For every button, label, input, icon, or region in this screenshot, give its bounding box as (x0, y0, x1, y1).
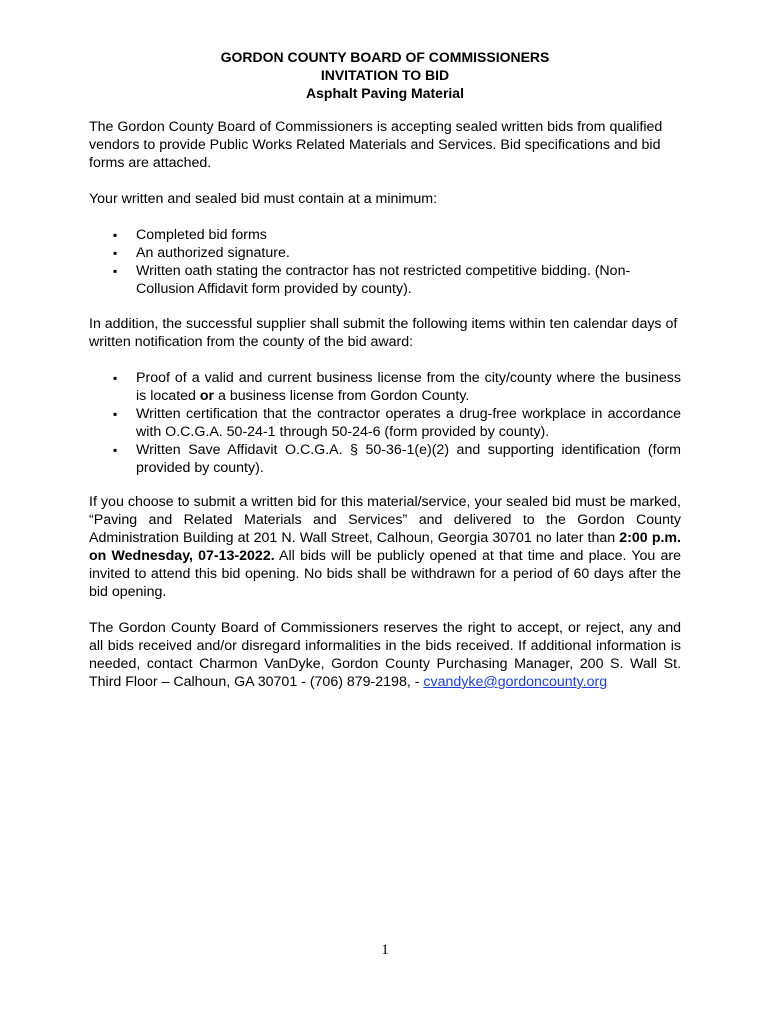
award-requirements-list (89, 369, 681, 477)
minimum-requirements-heading: Your written and sealed bid must contain at a minimum: (89, 191, 438, 207)
list-item (89, 405, 681, 441)
contact-email-link[interactable]: cvandyke@gordoncounty.org (423, 674, 608, 690)
bullet-icon: ▪ (113, 407, 118, 421)
list-item (89, 226, 681, 244)
header-organization: GORDON COUNTY BOARD OF COMMISSIONERS (220, 49, 550, 65)
minimum-requirements-list (89, 226, 681, 298)
rights-paragraph: The Gordon County Board of Commissioners reserves the right to accept, or reject, any and all bids received and/or disregard informalities in the bids received. If additional information is needed, contact Charmon VanDyke, Gordon County Purchasing Manager, 200 S. Wall St. Third Floor – Calhoun, GA 30701 - (706) 879-2198, - cvandyke@gordoncounty.org (89, 620, 681, 690)
list-item-text: An authorized signature. (136, 245, 290, 261)
addition-paragraph: In addition, the successful supplier shall submit the following items within ten calendar days of written notification from the county of the bid award: (89, 316, 678, 350)
list-item-text: Written oath stating the contractor has not restricted competitive bidding. (Non-Collusion Affidavit form provided by county). (136, 263, 631, 297)
deadline: 2:00 p.m. on Wednesday, 07-13-2022. (89, 530, 681, 564)
list-item-text: Completed bid forms (136, 227, 267, 243)
bullet-icon: ▪ (113, 443, 118, 457)
list-item (89, 441, 681, 477)
bullet-icon: ▪ (113, 371, 118, 385)
submission-paragraph: If you choose to submit a written bid for this material/service, your sealed bid must be marked, “Paving and Related Materials and Services” and delivered to the Gordon County Administration Building at 201 N. Wall Street, Calhoun, Georgia 30701 no later than 2:00 p.m. on Wednesday, 07-13-2022. All bids will be publicly opened at that time and place. You are invited to attend this bid opening. No bids shall be withdrawn for a period of 60 days after the bid opening. (89, 494, 681, 600)
bullet-icon: ▪ (113, 228, 118, 242)
list-item (89, 262, 681, 298)
list-item (89, 369, 681, 405)
bullet-icon: ▪ (113, 246, 118, 260)
page-number: 1 (381, 942, 389, 958)
header-title: INVITATION TO BID (320, 67, 450, 83)
list-item-text: Written Save Affidavit O.C.G.A. § 50-36-1(e)(2) and supporting identification (form provided by county). (136, 442, 681, 476)
header-subject: Asphalt Paving Material (306, 85, 464, 101)
intro-paragraph: The Gordon County Board of Commissioners is accepting sealed written bids from qualified vendors to provide Public Works Related Materials and Services. Bid specifications and bid forms are attached. (89, 119, 663, 171)
bullet-icon: ▪ (113, 264, 118, 278)
list-item-text: Written certification that the contractor operates a drug-free workplace in accordance with O.C.G.A. 50-24-1 through 50-24-6 (form provided by county). (136, 406, 681, 440)
document-header (0, 48, 770, 102)
list-item (89, 244, 681, 262)
list-item-text: Proof of a valid and current business license from the city/county where the business is located or a business license from Gordon County. (136, 370, 681, 404)
